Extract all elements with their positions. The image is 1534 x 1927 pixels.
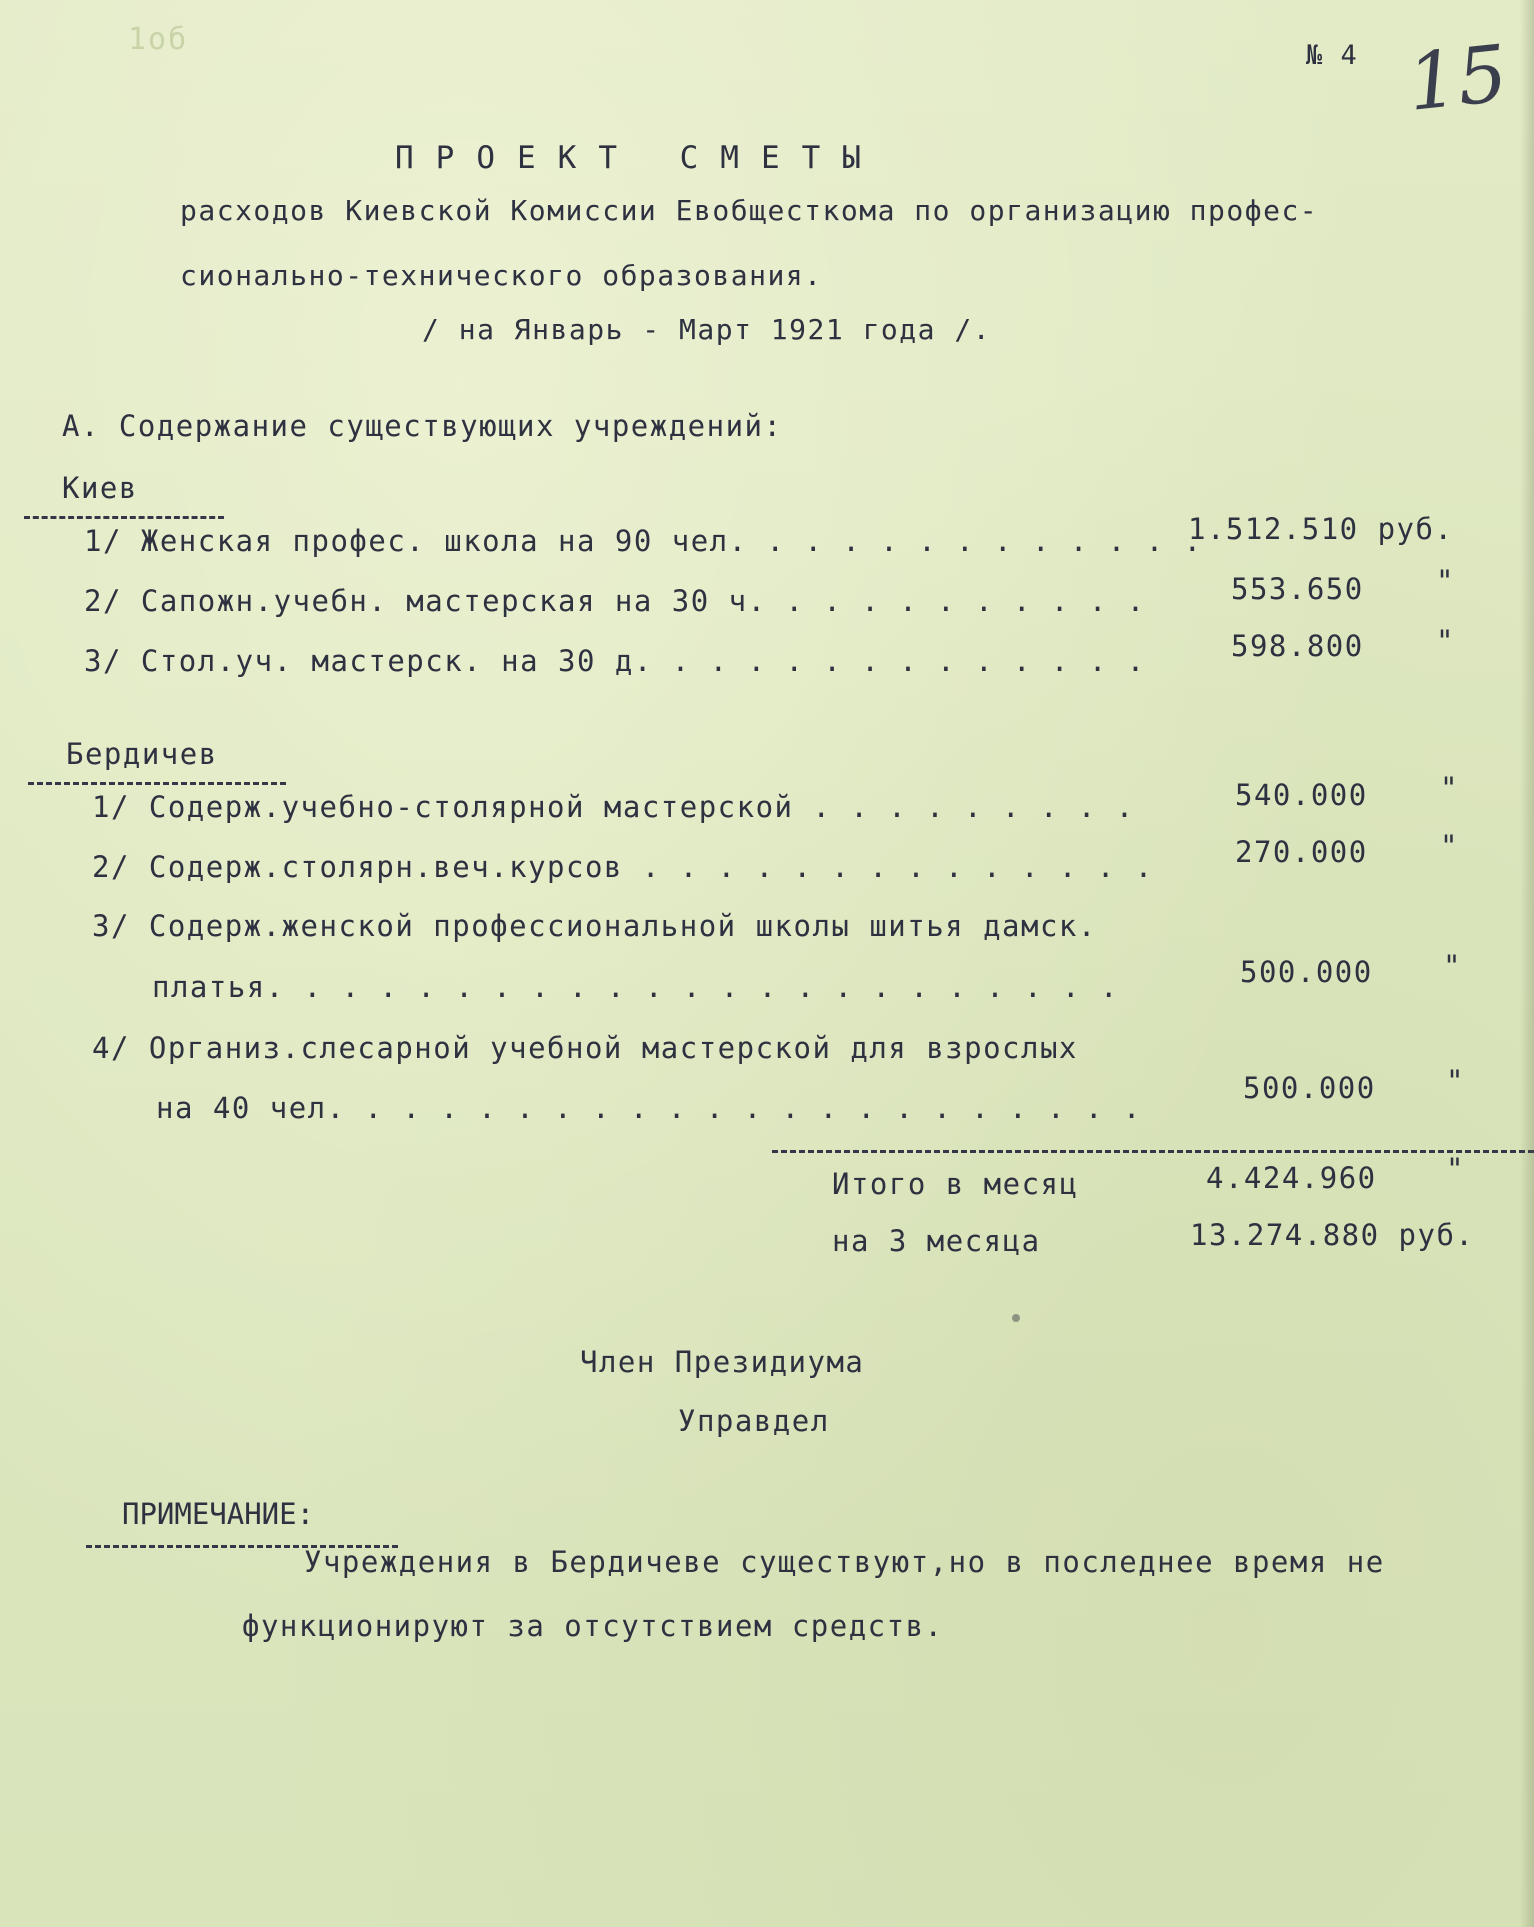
berdichev-item-2-ditto: "	[1440, 829, 1459, 863]
kiev-item-2: 2/ Сапожн.учебн. мастерская на 30 ч. . . . . . . . . . .	[84, 584, 1146, 618]
title-line-1: расходов Киевской Комиссии Евобщесткома по организацию профес-	[180, 194, 1319, 227]
berdichev-underline	[28, 782, 286, 785]
berdichev-heading: Бердичев	[66, 737, 218, 771]
berdichev-item-3-ditto: "	[1443, 949, 1462, 983]
berdichev-item-2-amount: 270.000	[1235, 835, 1368, 869]
kiev-underline	[24, 516, 224, 519]
handwritten-sheet-number: 15	[1403, 29, 1512, 129]
signature-manager: Управдел	[678, 1404, 830, 1438]
bleed-through-mark: 1об	[128, 22, 189, 57]
kiev-item-2-ditto: "	[1436, 564, 1455, 598]
kiev-heading: Киев	[62, 471, 138, 505]
ink-spot	[1012, 1314, 1020, 1322]
signature-presidium-member: Член Президиума	[580, 1345, 865, 1379]
quarter-total-amount: 13.274.880 руб.	[1190, 1218, 1475, 1252]
document-number: № 4	[1306, 40, 1358, 71]
berdichev-item-2: 2/ Содерж.столярн.веч.курсов . . . . . . . . . . . . . .	[92, 850, 1154, 884]
kiev-item-1: 1/ Женская профес. школа на 90 чел. . . . . . . . . . . . .	[84, 524, 1203, 558]
document-title: ПРОЕКТ СМЕТЫ	[395, 140, 883, 176]
berdichev-item-3-cont: платья. . . . . . . . . . . . . . . . . . . . . . .	[152, 970, 1119, 1004]
section-a-heading: А. Содержание существующих учреждений:	[62, 409, 783, 443]
note-heading: ПРИМЕЧАНИЕ:	[122, 1497, 315, 1531]
kiev-item-3: 3/ Стол.уч. мастерск. на 30 д. . . . . . . . . . . . . .	[84, 644, 1146, 678]
note-line-2: функционируют за отсутствием средств.	[242, 1609, 944, 1643]
berdichev-item-3-amount: 500.000	[1240, 955, 1373, 989]
berdichev-item-4-cont: на 40 чел. . . . . . . . . . . . . . . . . . . . . .	[156, 1091, 1142, 1125]
kiev-item-3-amount: 598.800	[1231, 629, 1364, 663]
kiev-item-3-ditto: "	[1436, 624, 1455, 658]
monthly-total-ditto: "	[1446, 1152, 1465, 1186]
berdichev-item-1: 1/ Содерж.учебно-столярной мастерской . . . . . . . . .	[92, 790, 1135, 824]
title-line-2: сионально-технического образования.	[180, 259, 823, 292]
berdichev-item-4: 4/ Организ.слесарной учебной мастерской для взрослых	[92, 1031, 1078, 1065]
berdichev-item-1-ditto: "	[1440, 771, 1459, 805]
berdichev-item-4-ditto: "	[1446, 1064, 1465, 1098]
berdichev-item-4-amount: 500.000	[1243, 1071, 1376, 1105]
kiev-item-1-amount: 1.512.510 руб.	[1188, 512, 1454, 546]
quarter-total-label: на 3 месяца	[832, 1224, 1041, 1258]
kiev-item-2-amount: 553.650	[1231, 572, 1364, 606]
title-period: / на Январь - Март 1921 года /.	[422, 313, 992, 346]
berdichev-item-1-amount: 540.000	[1235, 778, 1368, 812]
totals-separator	[772, 1150, 1534, 1153]
note-line-1: Учреждения в Бердичеве существуют,но в последнее время не	[304, 1545, 1385, 1579]
berdichev-item-3: 3/ Содерж.женской профессиональной школы шитья дамск.	[92, 909, 1097, 943]
monthly-total-label: Итого в месяц	[832, 1167, 1079, 1201]
monthly-total-amount: 4.424.960	[1206, 1161, 1377, 1195]
